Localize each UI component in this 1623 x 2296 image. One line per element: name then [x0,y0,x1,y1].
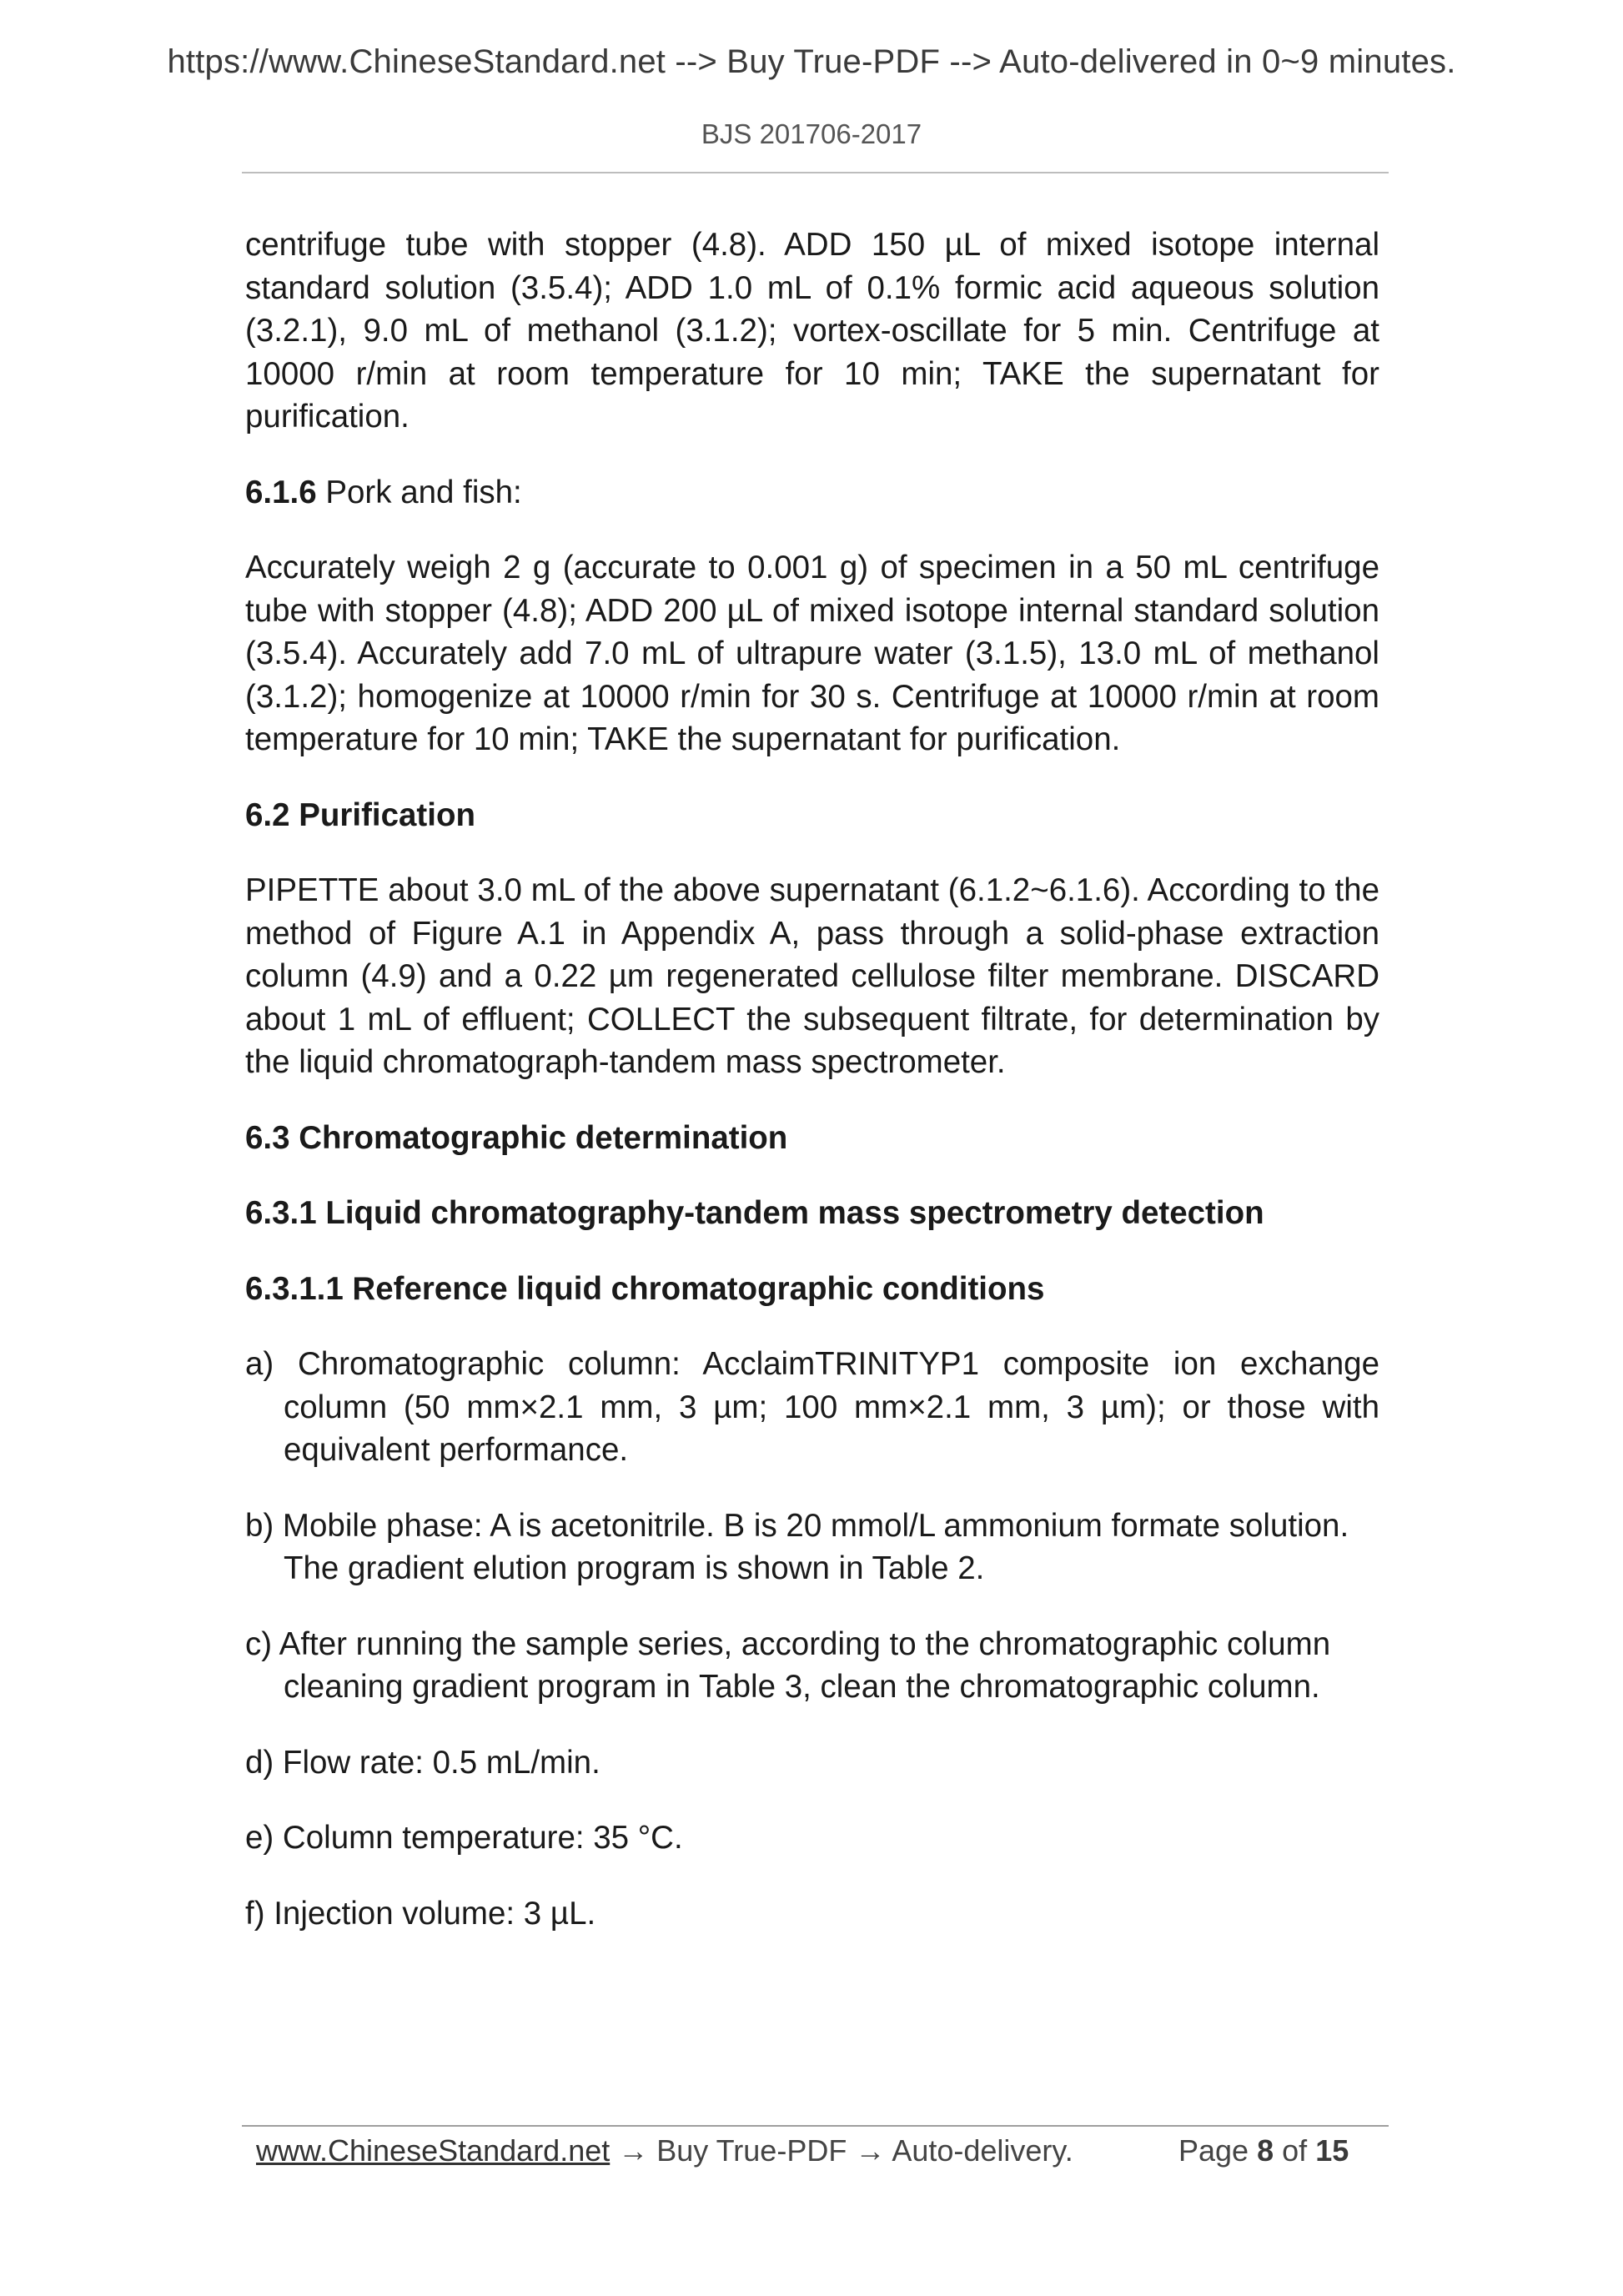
footer-left [256,2133,1073,2168]
section-6-1-6-heading [245,471,1379,515]
section-6-1-6-text: Accurately weigh 2 g (accurate to 0.001 g) of specimen in a 50 mL centrifuge tube with stopper (4.8); ADD 200 µL of mixed isotope internal standard solution (3.5.4). Accurately add 7.0 mL of ultrapure water (3.1.5), 13.0 mL of methanol (3.1.2); homogenize at 10000 r/min for 30 s. Centrifuge at 10000 r/min at room temperature for 10 min; TAKE the supernatant for purification. [245,550,1379,757]
condition-item-f: f) Injection volume: 3 µL. [245,1895,596,1932]
section-6-3-1-1-heading: 6.3.1.1 Reference liquid chromatographic conditions [245,1270,1045,1307]
header-divider [242,172,1389,173]
intro-paragraph: centrifuge tube with stopper (4.8). ADD 150 µL of mixed isotope internal standard solution (3.5.4); ADD 1.0 mL of 0.1% formic acid aqueous solution (3.2.1), 9.0 mL of methanol (3.1.2); vortex-oscillate for 5 min. Centrifuge at 10000 r/min at room temperature for 10 min; TAKE the supernatant for purification. [245,227,1379,435]
document-code: BJS 201706-2017 [701,118,922,149]
page-total: 15 [1315,2133,1349,2168]
section-6-3-heading: 6.3 Chromatographic determination [245,1119,788,1156]
page-indicator [1178,2133,1349,2168]
page-content [245,224,1379,1935]
footer-tagline: → Buy True-PDF → Auto-delivery. [610,2133,1073,2168]
footer-link[interactable]: www.ChineseStandard.net [256,2133,611,2168]
page-word: Page [1178,2133,1249,2168]
section-6-1-6-number: 6.1.6 [245,474,317,510]
condition-item-a: a) Chromatographic column: AcclaimTRINITYP1 composite ion exchange column (50 mm×2.1 mm, 3 µm; 100 mm×2.1 mm, 3 µm); or those with equivalent performance. [245,1346,1379,1468]
condition-item-d: d) Flow rate: 0.5 mL/min. [245,1744,600,1781]
condition-item-b: b) Mobile phase: A is acetonitrile. B is 20 mmol/L ammonium formate solution. The gradient elution program is shown in Table 2. [245,1507,1349,1586]
top-banner: https://www.ChineseStandard.net --> Buy True-PDF --> Auto-delivered in 0~9 minutes. [167,43,1456,80]
section-6-2-text: PIPETTE about 3.0 mL of the above supernatant (6.1.2~6.1.6). According to the method of Figure A.1 in Appendix A, pass through a solid-phase extraction column (4.9) and a 0.22 µm regenerated cellulose filter membrane. DISCARD about 1 mL of effluent; COLLECT the subsequent filtrate, for determination by the liquid chromatograph-tandem mass spectrometer. [245,872,1379,1080]
condition-item-c: c) After running the sample series, according to the chromatographic column cleaning gradient program in Table 3, clean the chromatographic column. [245,1625,1331,1705]
condition-item-e: e) Column temperature: 35 °C. [245,1820,683,1856]
section-6-1-6-title: Pork and fish: [325,474,522,510]
section-6-3-1-heading: 6.3.1 Liquid chromatography-tandem mass spectrometry detection [245,1195,1264,1231]
of-word: of [1282,2133,1308,2168]
page-current: 8 [1257,2133,1274,2168]
section-6-2-heading: 6.2 Purification [245,796,475,833]
footer-divider [242,2125,1389,2127]
